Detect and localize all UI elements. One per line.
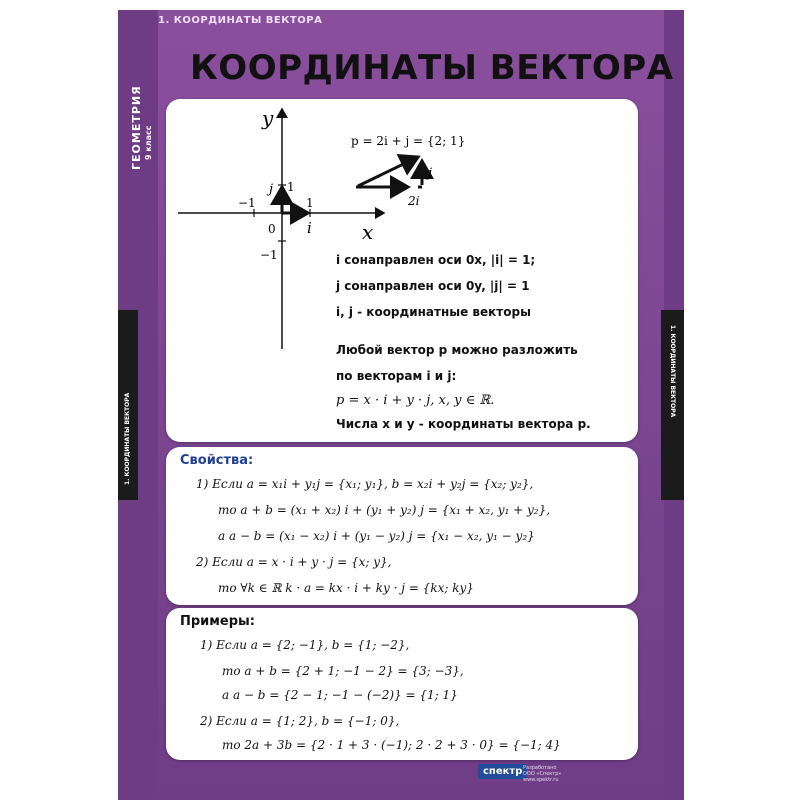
example-line: 1) Если a = {2; −1}, b = {1; −2}, [200, 638, 410, 652]
text-i-codirectional: i сонаправлен оси 0x, |i| = 1; [336, 253, 536, 267]
p-arrow [358, 157, 418, 186]
header-breadcrumb: 1. КООРДИНАТЫ ВЕКТОРА [158, 15, 323, 26]
publisher-fine-print [523, 765, 561, 783]
i-vector-label: i [307, 219, 312, 237]
property-line: то ∀k ∈ ℝ k · a = kx · i + ky · j = {kx; ky} [218, 581, 474, 595]
definition-panel [166, 99, 638, 442]
example-line: то a + b = {2 + 1; −1 − 2} = {3; −3}, [222, 664, 464, 678]
side-tab-left-text: 1. КООРДИНАТЫ ВЕКТОРА [124, 392, 131, 485]
property-line: 2) Если a = x · i + y · j = {x; y}, [196, 555, 392, 569]
example-line: а a − b = {2 − 1; −1 − (−2)} = {1; 1} [222, 688, 458, 702]
tick-x-minus-one: −1 [238, 196, 256, 210]
tick-y-minus-one: −1 [260, 248, 278, 262]
coordinate-graph [166, 99, 638, 442]
text-j-codirectional: j сонаправлен оси 0y, |j| = 1 [336, 279, 530, 293]
side-tab-right-text: 1. КООРДИНАТЫ ВЕКТОРА [669, 325, 676, 418]
text-by-vectors: по векторам i и j: [336, 369, 457, 383]
example-line: то 2a + 3b = {2 · 1 + 3 · (−1); 2 · 2 + 3 · 0} = {−1; 4} [222, 738, 561, 752]
origin-label: 0 [268, 222, 276, 236]
examples-panel [166, 608, 638, 760]
text-coordinates: Числа x и y - координаты вектора p. [336, 417, 591, 431]
side-tab-left [118, 310, 138, 500]
property-line: а a − b = (x₁ − x₂) i + (y₁ − y₂) j = {x₁ − x₂, y₁ − y₂} [218, 529, 535, 543]
fine-print-line: ООО «Спектр» [523, 771, 562, 777]
tick-y-one: 1 [287, 180, 295, 194]
text-formula: p = x · i + y · j, x, y ∈ ℝ. [336, 393, 495, 408]
tick-x-one: 1 [306, 196, 314, 210]
p-formula: p = 2i + j = {2; 1} [351, 134, 466, 148]
example-line: 2) Если a = {1; 2}, b = {−1; 0}, [200, 714, 400, 728]
j-small-label: j [428, 166, 433, 181]
poster [118, 10, 684, 800]
text-decomposition: Любой вектор p можно разложить [336, 343, 578, 357]
x-axis-label: x [362, 220, 374, 244]
y-axis-label: y [262, 106, 274, 130]
side-tab-right [661, 310, 684, 500]
properties-heading: Свойства: [180, 453, 254, 468]
publisher-logo: спектр [478, 764, 527, 779]
page-title: КООРДИНАТЫ ВЕКТОРА [190, 48, 674, 88]
j-vector-label: j [269, 182, 274, 197]
grade-label: 9 класс [144, 125, 153, 160]
property-line: то a + b = (x₁ + x₂) i + (y₁ + y₂) j = {x₁ + x₂, y₁ + y₂}, [218, 503, 551, 517]
properties-panel [166, 447, 638, 605]
examples-heading: Примеры: [180, 614, 255, 629]
text-basis-vectors: i, j - координатные векторы [336, 305, 531, 319]
fine-print-line: www.spektr.ru [523, 777, 559, 783]
two-i-label: 2i [408, 194, 420, 208]
subject-label: ГЕОМЕТРИЯ [130, 85, 143, 170]
property-line: 1) Если a = x₁i + y₁j = {x₁; y₁}, b = x₂i + y₂j = {x₂; y₂}, [196, 477, 534, 491]
fine-print-line: Разработано [523, 765, 557, 771]
